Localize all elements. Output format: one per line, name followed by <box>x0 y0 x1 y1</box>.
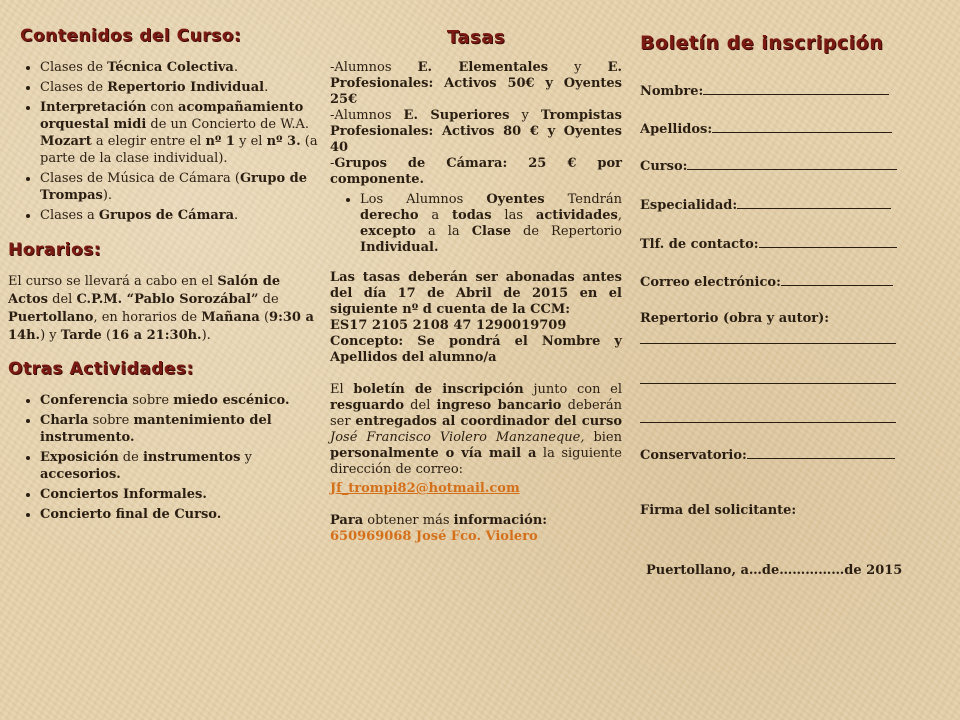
tasas-superiores: -Alumnos E. Superiores y Trompistas Profesionales: Activos 80 € y Oyentes 40 <box>330 108 622 155</box>
otras-actividades-title: Otras Actividades: <box>8 359 194 379</box>
horarios-text: El curso se llevará a cabo en el Salón de Actos del C.P.M. “Pablo Sorozábal” de Puertollano, en horarios de Mañana (9:30 a 14h.) y Tarde (16 a 21:30h.). <box>8 274 314 343</box>
list-item: • Conferencia sobre miedo escénico. <box>40 392 318 409</box>
contenidos-title: Contenidos del Curso: <box>20 26 242 46</box>
horarios-title: Horarios: <box>8 240 102 260</box>
tasas-title: Tasas <box>446 27 506 48</box>
conservatorio-field[interactable]: Conservatorio: <box>640 446 895 463</box>
oyentes-list <box>330 192 622 256</box>
firma-label: Firma del solicitante: <box>640 503 797 518</box>
repertorio-line-2[interactable] <box>640 383 896 384</box>
list-item: • Conciertos Informales. <box>40 486 318 503</box>
info-block: Para obtener más información: <box>330 513 548 528</box>
list-item: • Los Alumnos Oyentes Tendrán derecho a todas las actividades, excepto a la Clase de Repertorio Individual. <box>360 192 622 256</box>
telefono-field[interactable]: Tlf. de contacto: <box>640 235 897 252</box>
concepto-text: Concepto: Se pondrá el Nombre y Apellidos del alumno/a <box>330 334 622 365</box>
tasas-elementales: -Alumnos E. Elementales y E. Profesionales: Activos 50€ y Oyentes 25€ <box>330 60 622 107</box>
fecha-line: Puertollano, a…de……………de 2015 <box>646 563 903 578</box>
repertorio-line-3[interactable] <box>640 422 896 423</box>
list-item: • Concierto final de Curso. <box>40 506 318 523</box>
correo-field[interactable]: Correo electrónico: <box>640 273 893 290</box>
pago-block <box>330 270 622 366</box>
repertorio-line-1[interactable] <box>640 343 896 344</box>
list-item: • Clases de Técnica Colectiva. <box>40 59 318 76</box>
phone-contact: 650969068 José Fco. Violero <box>330 529 538 544</box>
list-item: • Clases a Grupos de Cámara. <box>40 207 318 224</box>
column-tasas <box>330 0 622 545</box>
boletin-title: Boletín de inscripción <box>640 32 884 54</box>
contenidos-list <box>8 59 318 224</box>
especialidad-field[interactable]: Especialidad: <box>640 196 891 213</box>
list-item: • Interpretación con acompañamiento orquestal midi de un Concierto de W.A. Mozart a elegir entre el nº 1 y el nº 3. (a parte de la clase individual). <box>40 99 318 167</box>
cuenta-number: ES17 2105 2108 47 1290019709 <box>330 318 567 333</box>
apellidos-field[interactable]: Apellidos: <box>640 120 892 137</box>
list-item: • Exposición de instrumentos y accesorios. <box>40 449 318 483</box>
column-boletin <box>640 0 952 720</box>
list-item: • Clases de Música de Cámara (Grupo de Trompas). <box>40 170 318 204</box>
column-contenidos <box>8 0 318 526</box>
list-item: • Charla sobre mantenimiento del instrumento. <box>40 412 318 446</box>
repertorio-label: Repertorio (obra y autor): <box>640 311 830 326</box>
boletin-instructions: El boletín de inscripción junto con el resguardo del ingreso bancario deberán ser entregados al coordinador del curso José Francisco Violero Manzaneque, bien personalmente o vía mail a la siguiente dirección de correo: <box>330 382 623 477</box>
otras-actividades-list <box>8 392 318 523</box>
nombre-field[interactable]: Nombre: <box>640 82 889 99</box>
curso-field[interactable]: Curso: <box>640 157 897 174</box>
list-item: • Clases de Repertorio Individual. <box>40 79 318 96</box>
tasas-camara: -Grupos de Cámara: 25 € por componente. <box>330 156 622 187</box>
pago-text: Las tasas deberán ser abonadas antes del día 17 de Abril de 2015 en el siguiente nº d cuenta de la CCM: <box>330 270 622 317</box>
email-link[interactable]: Jf_trompi82@hotmail.com <box>330 481 520 496</box>
